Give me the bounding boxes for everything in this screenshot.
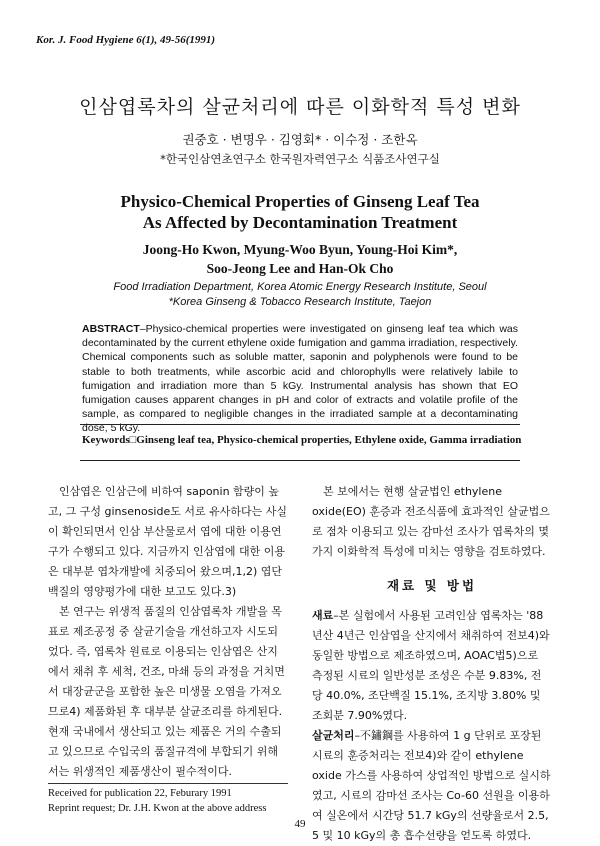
materials-run-in: 새료 <box>312 609 334 622</box>
left-column <box>48 482 288 782</box>
footnote-reprint: Reprint request; Dr. J.H. Kwon at the above address <box>48 803 267 814</box>
intro-paragraph-1: 인삼엽은 인삼근에 비하여 saponin 함량이 높고, 그 구성 ginsenoside도 서로 유사하다는 사실이 확인되면서 인삼 부산물로서 엽에 대한 이용연구가 수행되고 있다. 지금까지 인삼엽에 대한 이용은 대부분 엽차개발에 치중되어 왔으며,1,2) 엽단백질의 영양평가에 대한 보고도 있다.3) <box>48 485 287 598</box>
english-authors-line-2: Soo-Jeong Lee and Han-Ok Cho <box>206 261 394 276</box>
english-affiliation <box>0 280 600 310</box>
english-title <box>0 191 600 233</box>
english-affiliation-line-1: Food Irradiation Department, Korea Atomic Energy Research Institute, Seoul <box>113 281 487 293</box>
treatment-text: –不鏽鋼를 사용하여 1 g 단위로 포장된 시료의 훈증처리는 전보4)와 같이 ethylene oxide 가스를 사용하여 상업적인 방법으로 실시하였고, 시료의 감마선 조사는 Co-60 선원을 이용하여 실온에서 시간당 51.7 kGy의 선량율로서 2.5, 5 및 10 kGy의 총 흡수선량을 얻도록 하였다. <box>312 729 551 842</box>
materials-text: –본 실험에서 사용된 고려인삼 엽록차는 '88년산 4년근 인삼엽을 산지에서 채취하여 전보4)와 동일한 방법으로 제조하였으며, AOAC법5)으로 측정된 시료의 일반성분 조성은 수분 9.83%, 전당 40.0%, 조단백질 15.1%, 조지방 3.80% 및 조회분 7.90%였다. <box>312 609 550 722</box>
english-authors-line-1: Joong-Ho Kwon, Myung-Woo Byun, Young-Hoi Kim*, <box>142 242 458 257</box>
intro-paragraph-2: 본 연구는 위생적 품질의 인삼엽록차 개발을 목표로 제조공정 중 살균기술을 개선하고자 시도되었다. 즉, 엽록차 원료로 이용되는 인삼엽은 산지에서 채취 후 세척, 건조, 마쇄 등의 과정을 거치면서 대장균군을 포함한 높은 미생물 오염을 가져오므로4) 제품화된 후 대부분 살균조리를 하게된다. 현재 국내에서 생산되고 있는 제품은 거의 수출되고 있으므로 수입국의 품질규격에 부합되기 위해서는 위생적인 제품생산이 필수적이다. <box>48 605 285 778</box>
keywords-top-rule <box>80 424 520 425</box>
materials-paragraph <box>312 606 552 726</box>
english-affiliation-line-2: *Korea Ginseng & Tobacco Research Institute, Taejon <box>168 296 432 308</box>
abstract-label: ABSTRACT <box>82 323 140 335</box>
keywords: Keywords□Ginseng leaf tea, Physico-chemical properties, Ethylene oxide, Gamma irradiation <box>82 434 522 446</box>
korean-affiliation: *한국인삼연초연구소 한국원자력연구소 식품조사연구실 <box>160 152 440 166</box>
english-authors <box>0 240 600 278</box>
right-column <box>312 482 552 846</box>
keywords-bottom-rule <box>80 460 520 461</box>
journal-citation: Kor. J. Food Hygiene 6(1), 49-56(1991) <box>36 34 216 46</box>
english-title-line-1: Physico-Chemical Properties of Ginseng Leaf Tea <box>120 192 480 211</box>
treatment-run-in: 살균처리 <box>312 729 355 742</box>
abstract-text: –Physico-chemical properties were investigated on ginseng leaf tea which was decontaminated by the current ethylene oxide fumigation and gamma irradiation, respectively. Chemical components such as soluble matter, saponin and polyphenols were found to be stable to both treatments, while ascorbic acid and chlorophylls were relatively labile to fumigation and irradiation more than 5 kGy. Instrumental analysis has shown that EO fumigation causes apparent changes in pH and color of extracts and volatile profile of the sample, as compared to negligible changes in the irradiated sample at a decontaminating dose, 5 kGy. <box>82 323 518 435</box>
korean-title: 인삼엽록차의 살균처리에 따른 이화학적 특성 변화 <box>79 96 521 118</box>
footnote-received: Received for publication 22, Feburary 1991 <box>48 788 232 799</box>
section-heading-materials-methods: 재료 및 방법 <box>386 578 478 593</box>
footnote-rule <box>48 783 288 784</box>
english-title-line-2: As Affected by Decontamination Treatment <box>142 213 458 232</box>
abstract <box>82 322 518 436</box>
intro-paragraph-3: 본 보에서는 현행 살균법인 ethylene oxide(EO) 훈증과 전조식품에 효과적인 살균법으로 점차 이용되고 있는 감마선 조사가 엽록차의 몇 가지 이화학적 특성에 미치는 영향을 검토하였다. <box>312 485 550 558</box>
page-number: 49 <box>294 818 306 830</box>
footnote <box>48 786 298 816</box>
korean-authors: 권중호 · 변명우 · 김영회* · 이수정 · 조한옥 <box>182 132 418 147</box>
